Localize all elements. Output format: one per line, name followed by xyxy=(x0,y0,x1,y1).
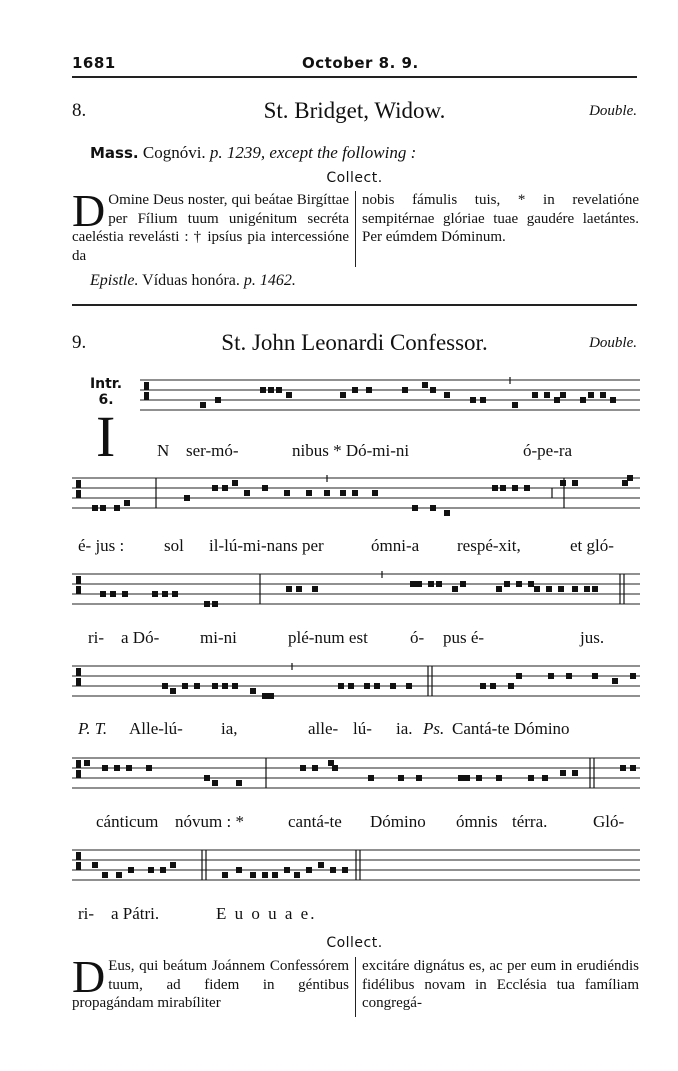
collect-column-right xyxy=(356,957,639,1017)
neume xyxy=(612,678,618,684)
neume xyxy=(300,765,306,771)
neume xyxy=(508,683,514,689)
neume xyxy=(630,765,636,771)
neume xyxy=(172,591,178,597)
clef-icon xyxy=(76,760,81,778)
neume xyxy=(215,397,221,403)
neume xyxy=(146,765,152,771)
neume xyxy=(544,392,550,398)
neume xyxy=(268,387,274,393)
neume xyxy=(222,485,228,491)
collect-text-2 xyxy=(72,957,639,1017)
collect-heading-2: Collect. xyxy=(326,935,383,951)
neume xyxy=(312,586,318,592)
date-header: October 8. 9. xyxy=(302,54,419,72)
neume xyxy=(294,872,300,878)
neume xyxy=(352,387,358,393)
neume xyxy=(284,490,290,496)
lyric-syllable: pus é- xyxy=(443,628,485,647)
neume xyxy=(560,392,566,398)
lyric-syllable: ri- xyxy=(78,904,95,923)
neume xyxy=(268,693,274,699)
introit-word: Intr. xyxy=(89,376,123,392)
neume xyxy=(422,382,428,388)
lyric-syllable: alle- xyxy=(308,719,339,738)
lyric-syllable: sol xyxy=(164,536,184,555)
lyric-syllable: jus. xyxy=(580,628,605,647)
neume xyxy=(436,581,442,587)
neume xyxy=(480,397,486,403)
lyric-syllable: Alle-lú- xyxy=(129,719,183,738)
mass-except: except the following : xyxy=(269,143,417,162)
neume xyxy=(492,485,498,491)
neume xyxy=(222,872,228,878)
clef-icon xyxy=(76,576,81,594)
collect-right-text: excitáre dignátus es, ac per eum in erudiéndis fidélibus novam in Ecclésia tua famíliam congregá- xyxy=(362,958,639,1011)
neume xyxy=(122,591,128,597)
neume xyxy=(162,683,168,689)
neume xyxy=(102,765,108,771)
lyrics-line-1 xyxy=(0,441,678,465)
neume xyxy=(398,775,404,781)
neume xyxy=(452,586,458,592)
neume xyxy=(212,780,218,786)
neume xyxy=(200,402,206,408)
neume xyxy=(272,872,278,878)
clef-icon xyxy=(144,382,149,400)
neume xyxy=(566,673,572,679)
neume xyxy=(402,387,408,393)
lyric-syllable: mi-ni xyxy=(200,628,237,647)
neume xyxy=(490,683,496,689)
feast-title: St. John Leonardi Confessor. xyxy=(221,330,488,355)
header-rule xyxy=(72,76,637,78)
neume xyxy=(368,775,374,781)
neume xyxy=(430,505,436,511)
page-number: 1681 xyxy=(72,54,116,72)
neume xyxy=(416,775,422,781)
neume xyxy=(170,862,176,868)
neume xyxy=(338,683,344,689)
neume xyxy=(476,775,482,781)
feast-heading-bridget xyxy=(72,98,637,126)
neume xyxy=(560,480,566,486)
neume xyxy=(212,485,218,491)
feast-title: St. Bridget, Widow. xyxy=(263,98,446,123)
neume xyxy=(516,673,522,679)
neume xyxy=(600,392,606,398)
chant-staff-4 xyxy=(72,658,640,718)
neume xyxy=(162,591,168,597)
lyric-syllable: respé-xit, xyxy=(457,536,521,555)
neume xyxy=(100,505,106,511)
lyric-syllable: lú- xyxy=(353,719,372,738)
lyric-syllable: et gló- xyxy=(570,536,614,555)
neume xyxy=(416,581,422,587)
neume xyxy=(212,601,218,607)
neume xyxy=(114,765,120,771)
lyric-syllable: ómni-a xyxy=(371,536,420,555)
neume xyxy=(212,683,218,689)
neume xyxy=(516,581,522,587)
neume xyxy=(116,872,122,878)
neume xyxy=(364,683,370,689)
neume xyxy=(330,867,336,873)
clef-icon xyxy=(76,668,81,686)
lyric-syllable: cantá-te xyxy=(288,812,342,831)
clef-icon xyxy=(76,852,81,870)
neume xyxy=(630,673,636,679)
neume xyxy=(236,780,242,786)
neume xyxy=(128,867,134,873)
neume xyxy=(610,397,616,403)
neume xyxy=(204,775,210,781)
collect-left-text: Eus, qui beátum Joánnem Confessórem tuum, ad fidem in géntibus propagándam mirabíliter xyxy=(72,958,349,1011)
neume xyxy=(318,862,324,868)
neume xyxy=(92,862,98,868)
epistle-label: Epistle. xyxy=(90,272,139,289)
lyrics-line-5 xyxy=(0,812,678,836)
neume xyxy=(324,490,330,496)
neume xyxy=(460,581,466,587)
lyric-syllable: P. T. xyxy=(78,719,108,738)
neume xyxy=(496,775,502,781)
neume xyxy=(444,392,450,398)
neume xyxy=(528,581,534,587)
neume xyxy=(592,673,598,679)
neume xyxy=(332,765,338,771)
neume xyxy=(546,586,552,592)
lyrics-line-6 xyxy=(0,904,678,928)
neume xyxy=(184,495,190,501)
neume xyxy=(374,683,380,689)
collect-column-left xyxy=(72,191,356,267)
epistle-line xyxy=(90,272,296,290)
neume xyxy=(312,765,318,771)
feast-rank: Double. xyxy=(589,103,637,119)
neume xyxy=(572,586,578,592)
lyric-syllable: Dómino xyxy=(370,812,426,831)
neume xyxy=(534,586,540,592)
drop-cap: D xyxy=(72,191,106,236)
neume xyxy=(444,510,450,516)
feast-rank: Double. xyxy=(589,335,637,351)
collect-left-text: Omine Deus noster, qui beátae Birgíttae per Fílium tuum unigénitum secréta caeléstia revelásti : † ipsíus pia intercessióne da xyxy=(72,192,349,264)
neume xyxy=(102,872,108,878)
collect-column-right xyxy=(356,191,639,267)
neume xyxy=(366,387,372,393)
lyric-syllable: nibus * Dó-mi-ni xyxy=(292,441,410,460)
neume xyxy=(160,867,166,873)
neume xyxy=(92,505,98,511)
lyric-syllable: ia, xyxy=(221,719,238,738)
chant-staff-6 xyxy=(72,842,640,902)
section-divider xyxy=(72,304,637,306)
neume xyxy=(148,867,154,873)
feast-heading-leonardi xyxy=(72,330,637,358)
lyric-syllable: a Pátri. xyxy=(111,904,160,923)
lyrics-line-3 xyxy=(0,628,678,652)
lyric-syllable: N xyxy=(157,441,170,460)
neume xyxy=(170,688,176,694)
neume xyxy=(232,480,238,486)
neume xyxy=(580,397,586,403)
neume xyxy=(100,591,106,597)
neume xyxy=(204,601,210,607)
neume xyxy=(342,867,348,873)
neume xyxy=(480,683,486,689)
lyric-syllable: térra. xyxy=(512,812,548,831)
neume xyxy=(152,591,158,597)
neume xyxy=(588,392,594,398)
neume xyxy=(306,490,312,496)
neume xyxy=(542,775,548,781)
neume xyxy=(236,867,242,873)
lyric-syllable: Gló- xyxy=(593,812,625,831)
lyric-syllable: ia. xyxy=(396,719,413,738)
neume xyxy=(627,475,633,481)
neume xyxy=(286,586,292,592)
neume xyxy=(284,867,290,873)
neume xyxy=(620,765,626,771)
neume xyxy=(250,872,256,878)
neume xyxy=(340,392,346,398)
neume xyxy=(296,586,302,592)
neume xyxy=(126,765,132,771)
neume xyxy=(592,586,598,592)
lyric-syllable: a Dó- xyxy=(121,628,160,647)
clef-icon xyxy=(76,480,81,498)
neume xyxy=(222,683,228,689)
neume xyxy=(390,683,396,689)
chant-staff-3 xyxy=(72,566,640,626)
neume xyxy=(110,591,116,597)
neume xyxy=(430,387,436,393)
neume xyxy=(194,683,200,689)
feast-number: 9. xyxy=(72,332,87,353)
collect-heading-1: Collect. xyxy=(326,170,383,186)
neume xyxy=(532,392,538,398)
chant-initial: I xyxy=(96,404,116,469)
neume xyxy=(372,490,378,496)
neume xyxy=(262,872,268,878)
lyric-syllable: ó-pe-ra xyxy=(523,441,573,460)
chant-staff-5 xyxy=(72,750,640,810)
lyric-syllable: ómnis xyxy=(456,812,498,831)
neume xyxy=(406,683,412,689)
neume xyxy=(232,683,238,689)
neume xyxy=(306,867,312,873)
lyric-syllable: ó- xyxy=(410,628,425,647)
neume xyxy=(276,387,282,393)
epistle-reference: p. 1462. xyxy=(243,272,296,289)
neume xyxy=(410,581,416,587)
lyric-syllable: plé-num est xyxy=(288,628,368,647)
chant-staff-2 xyxy=(72,470,640,530)
neume xyxy=(524,485,530,491)
collect-text-1 xyxy=(72,191,639,267)
feast-number: 8. xyxy=(72,100,87,121)
neume xyxy=(500,485,506,491)
lyric-syllable: cánticum xyxy=(96,812,159,831)
collect-column-left xyxy=(72,957,356,1017)
neume xyxy=(572,480,578,486)
neume xyxy=(260,387,266,393)
neume xyxy=(458,775,464,781)
lyric-syllable: E u o u a e. xyxy=(216,904,317,923)
neume xyxy=(528,775,534,781)
neume xyxy=(548,673,554,679)
mass-incipit: Cognóvi. xyxy=(142,143,210,162)
neume xyxy=(558,586,564,592)
neume xyxy=(262,693,268,699)
neume xyxy=(244,490,250,496)
lyrics-line-4 xyxy=(0,719,678,743)
lyric-syllable: il-lú-mi-nans per xyxy=(209,536,324,555)
lyric-syllable: ser-mó- xyxy=(186,441,239,460)
mass-label: Mass. xyxy=(90,144,139,162)
neume xyxy=(428,581,434,587)
neume xyxy=(412,505,418,511)
mass-line xyxy=(90,143,635,163)
neume xyxy=(584,586,590,592)
neume xyxy=(560,770,566,776)
lyric-syllable: é- jus : xyxy=(78,536,125,555)
neume xyxy=(512,402,518,408)
neume xyxy=(84,760,90,766)
neume xyxy=(286,392,292,398)
neume xyxy=(572,770,578,776)
lyric-syllable: Ps. xyxy=(423,719,445,738)
chant-staff-1 xyxy=(140,372,640,430)
neume xyxy=(114,505,120,511)
neume xyxy=(182,683,188,689)
epistle-incipit: Víduas honóra. xyxy=(138,272,244,289)
neume xyxy=(512,485,518,491)
mass-reference: p. 1239, xyxy=(209,143,266,162)
neume xyxy=(348,683,354,689)
lyrics-line-2 xyxy=(0,536,678,560)
lyric-syllable: Cantá-te Dómino xyxy=(452,719,570,738)
neume xyxy=(340,490,346,496)
drop-cap: D xyxy=(72,957,106,1002)
neume xyxy=(554,397,560,403)
introit-mode: 6. xyxy=(98,392,114,408)
neume xyxy=(352,490,358,496)
running-head xyxy=(72,54,637,76)
neume xyxy=(464,775,470,781)
neume xyxy=(470,397,476,403)
collect-right-text: nobis fámulis tuis, * in revelatióne sempitérnae glóriae tuae gaudére laetántes. Per eúmdem Dóminum. xyxy=(362,192,639,245)
neume xyxy=(496,586,502,592)
lyric-syllable: nóvum : * xyxy=(175,812,244,831)
neume xyxy=(504,581,510,587)
neume xyxy=(250,688,256,694)
lyric-syllable: ri- xyxy=(88,628,105,647)
neume xyxy=(124,500,130,506)
neume xyxy=(262,485,268,491)
